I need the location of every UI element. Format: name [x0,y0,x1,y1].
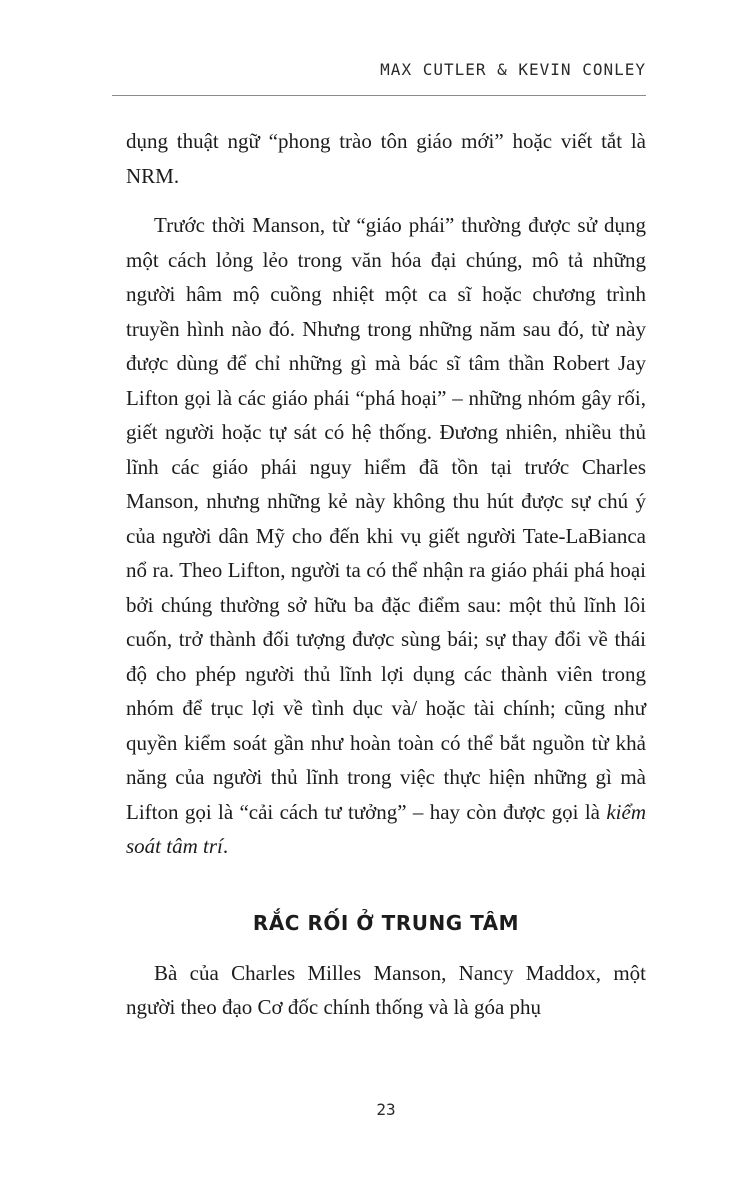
paragraph-1: dụng thuật ngữ “phong trào tôn giáo mới” hoặc viết tắt là NRM. [126,129,646,188]
paragraph-2-end: . [222,834,229,858]
paragraph-2-italic-term: kiểm soát tâm trí [126,799,646,858]
paragraph-3: Bà của Charles Milles Manson, Nancy Maddox, một người theo đạo Cơ đốc chính thống và là góa phụ [126,960,646,1019]
paragraph-2-text: Trước thời Manson, từ “giáo phái” thường được sử dụng một cách lỏng lẻo trong văn hóa đại chúng, mô tả những người hâm mộ cuồng nhiệt một ca sĩ hoặc chương trình truyền hình nào đó. Nhưng trong những năm sau đó, từ này được dùng để chỉ những gì mà bác sĩ tâm thần Robert Jay Lifton gọi là các giáo phái “phá hoại” – những nhóm gây rối, giết người hoặc tự sát có hệ thống. Đương nhiên, nhiều thủ lĩnh các giáo phái nguy hiểm đã tồn tại trước Charles Manson, nhưng những kẻ này không thu hút được sự chú ý của người dân Mỹ cho đến khi vụ giết người Tate-LaBianca nổ ra. Theo Lifton, người ta có thể nhận ra giáo phái phá hoại bởi chúng thường sở hữu ba đặc điểm sau: một thủ lĩnh lôi cuốn, trở thành đối tượng được sùng bái; sự thay đổi về thái độ cho phép người thủ lĩnh lợi dụng các thành viên trong nhóm để trục lợi về tình dục và/ hoặc tài chính; cũng như quyền kiểm soát gần như hoàn toàn có thể bắt nguồn từ khả năng của người thủ lĩnh trong việc thực hiện những gì mà Lifton gọi là “cải cách tư tưởng” – hay còn được gọi là [126,213,646,824]
body-text [126,124,646,1025]
paragraph-2 [126,208,646,864]
header-divider [112,95,646,96]
running-header: MAX CUTLER & KEVIN CONLEY [380,60,646,79]
section-heading: RẮC RỐI Ở TRUNG TÂM [252,910,520,935]
page-number: 23 [376,1100,396,1119]
